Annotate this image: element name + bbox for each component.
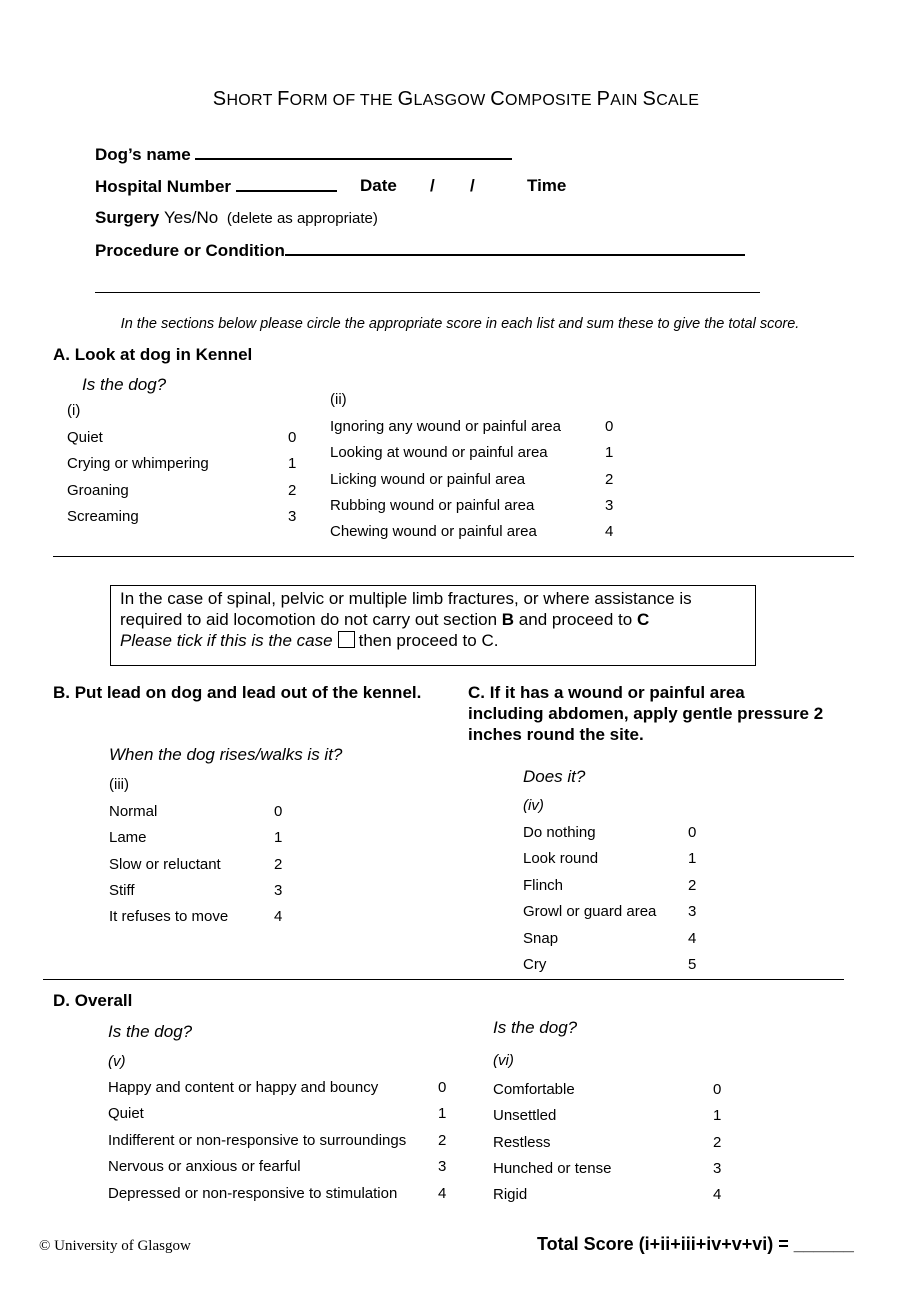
list-vi-label: (vi) — [493, 1052, 514, 1069]
hospital-number-label: Hospital Number — [95, 177, 232, 196]
list-vi-score[interactable]: 1 — [713, 1107, 722, 1124]
surgery-note: (delete as appropriate) — [226, 210, 378, 227]
list-v-item[interactable]: Nervous or anxious or fearful — [108, 1158, 301, 1175]
list-iv-item[interactable]: Snap — [523, 930, 559, 947]
list-v-score[interactable]: 3 — [438, 1158, 447, 1175]
list-i-item[interactable]: Crying or whimpering — [67, 455, 209, 472]
section-d-question-vi: Is the dog? — [493, 1018, 578, 1037]
list-iii-score[interactable]: 0 — [274, 803, 283, 820]
list-iv-item[interactable]: Cry — [523, 956, 547, 973]
list-iv-score[interactable]: 1 — [688, 850, 697, 867]
list-vi-item[interactable]: Unsettled — [493, 1107, 557, 1124]
list-ii-score[interactable]: 4 — [605, 523, 614, 540]
list-iii-item[interactable]: Slow or reluctant — [109, 856, 221, 873]
list-v-item[interactable]: Happy and content or happy and bouncy — [108, 1079, 379, 1096]
dog-name-field[interactable] — [95, 144, 512, 165]
section-d-question-v: Is the dog? — [108, 1022, 193, 1041]
procedure-label: Procedure or Condition — [95, 241, 285, 260]
list-vi-item[interactable]: Hunched or tense — [493, 1160, 612, 1177]
list-ii-item[interactable]: Rubbing wound or painful area — [330, 497, 535, 514]
list-i-item[interactable]: Quiet — [67, 429, 103, 446]
date-slash: / — [470, 176, 475, 195]
list-i-label: (i) — [67, 402, 81, 419]
list-v-score[interactable]: 1 — [438, 1105, 447, 1122]
copyright: © University of Glasgow — [39, 1238, 191, 1254]
instructions: In the sections below please circle the appropriate score in each list and sum these to give the total score. — [120, 316, 800, 332]
list-i-score[interactable]: 2 — [288, 482, 297, 499]
section-b-question: When the dog rises/walks is it? — [109, 745, 343, 764]
list-iv-score[interactable]: 2 — [688, 877, 697, 894]
list-iv-score[interactable]: 5 — [688, 956, 697, 973]
list-iv-item[interactable]: Look round — [523, 850, 599, 867]
section-c-question: Does it? — [523, 767, 586, 786]
list-vi-score[interactable]: 4 — [713, 1186, 722, 1203]
list-ii-label: (ii) — [330, 391, 347, 408]
list-iii-item[interactable]: Normal — [109, 803, 158, 820]
list-vi-score[interactable]: 0 — [713, 1081, 722, 1098]
list-ii-score[interactable]: 3 — [605, 497, 614, 514]
list-vi-score[interactable]: 2 — [713, 1134, 722, 1151]
list-v-score[interactable]: 2 — [438, 1132, 447, 1149]
list-ii-score[interactable]: 0 — [605, 418, 614, 435]
list-i-item[interactable]: Screaming — [67, 508, 139, 525]
time-label: Time — [527, 176, 567, 195]
date-slash: / — [430, 176, 435, 195]
list-ii-item[interactable]: Ignoring any wound or painful area — [330, 418, 561, 435]
list-v-item[interactable]: Indifferent or non-responsive to surroundings — [108, 1132, 407, 1149]
date-label: Date — [360, 176, 397, 195]
list-i-score[interactable]: 1 — [288, 455, 297, 472]
list-iv-item[interactable]: Do nothing — [523, 824, 596, 841]
list-v-item[interactable]: Depressed or non-responsive to stimulation — [108, 1185, 398, 1202]
list-vi-item[interactable]: Restless — [493, 1134, 551, 1151]
section-d-title: D. Overall — [53, 991, 133, 1010]
list-iii-label: (iii) — [109, 776, 129, 793]
hospital-number-blank[interactable] — [236, 176, 337, 192]
list-ii-item[interactable]: Licking wound or painful area — [330, 471, 526, 488]
list-v-score[interactable]: 4 — [438, 1185, 447, 1202]
list-ii-score[interactable]: 2 — [605, 471, 614, 488]
list-vi-item[interactable]: Comfortable — [493, 1081, 575, 1098]
note-line-3: Please tick if this is the case then proceed to C. — [120, 631, 499, 650]
list-iii-item[interactable]: Stiff — [109, 882, 135, 899]
note-line-2: required to aid locomotion do not carry out section B and proceed to C — [120, 610, 650, 629]
list-iii-item[interactable]: It refuses to move — [109, 908, 229, 925]
procedure-blank-line-2[interactable] — [95, 292, 760, 293]
procedure-blank[interactable] — [285, 240, 745, 256]
section-c-title-line-2: including abdomen, apply gentle pressure 2 — [468, 704, 824, 723]
list-iv-score[interactable]: 0 — [688, 824, 697, 841]
list-v-label: (v) — [108, 1053, 126, 1070]
list-iv-label: (iv) — [523, 797, 544, 814]
dog-name-blank[interactable] — [195, 144, 512, 160]
surgery-field[interactable] — [95, 208, 378, 228]
tick-checkbox[interactable] — [338, 631, 355, 648]
surgery-options[interactable]: Yes/No — [163, 208, 219, 227]
list-iii-score[interactable]: 2 — [274, 856, 283, 873]
list-i-score[interactable]: 0 — [288, 429, 297, 446]
section-c-title-line-1: C. If it has a wound or painful area — [468, 683, 745, 702]
list-v-item[interactable]: Quiet — [108, 1105, 144, 1122]
section-b-title: B. Put lead on dog and lead out of the kennel. — [53, 683, 422, 702]
form-title: SHORT FORM OF THE GLASGOW COMPOSITE PAIN SCALE — [212, 88, 700, 110]
note-line-1: In the case of spinal, pelvic or multiple limb fractures, or where assistance is — [120, 589, 692, 608]
divider — [53, 556, 854, 557]
list-vi-score[interactable]: 3 — [713, 1160, 722, 1177]
list-iv-item[interactable]: Growl or guard area — [523, 903, 657, 920]
section-a-question: Is the dog? — [82, 375, 167, 394]
list-iii-item[interactable]: Lame — [109, 829, 147, 846]
list-ii-item[interactable]: Looking at wound or painful area — [330, 444, 548, 461]
dog-name-label: Dog’s name — [95, 145, 191, 164]
fracture-note-box — [110, 585, 756, 666]
list-ii-item[interactable]: Chewing wound or painful area — [330, 523, 537, 540]
surgery-label: Surgery — [95, 208, 160, 227]
procedure-field[interactable] — [95, 240, 745, 261]
list-ii-score[interactable]: 1 — [605, 444, 614, 461]
list-i-item[interactable]: Groaning — [67, 482, 129, 499]
list-iii-score[interactable]: 4 — [274, 908, 283, 925]
total-score[interactable]: Total Score (i+ii+iii+iv+v+vi) = ______ — [537, 1234, 854, 1254]
list-iii-score[interactable]: 3 — [274, 882, 283, 899]
list-i-score[interactable]: 3 — [288, 508, 297, 525]
section-c-title-line-3: inches round the site. — [468, 725, 644, 744]
list-vi-item[interactable]: Rigid — [493, 1186, 528, 1203]
list-iv-item[interactable]: Flinch — [523, 877, 564, 894]
list-iii-score[interactable]: 1 — [274, 829, 283, 846]
hospital-number-field[interactable] — [95, 176, 337, 197]
list-v-score[interactable]: 0 — [438, 1079, 447, 1096]
list-iv-score[interactable]: 4 — [688, 930, 697, 947]
list-iv-score[interactable]: 3 — [688, 903, 697, 920]
divider — [43, 979, 844, 980]
section-a-title: A. Look at dog in Kennel — [53, 345, 253, 364]
